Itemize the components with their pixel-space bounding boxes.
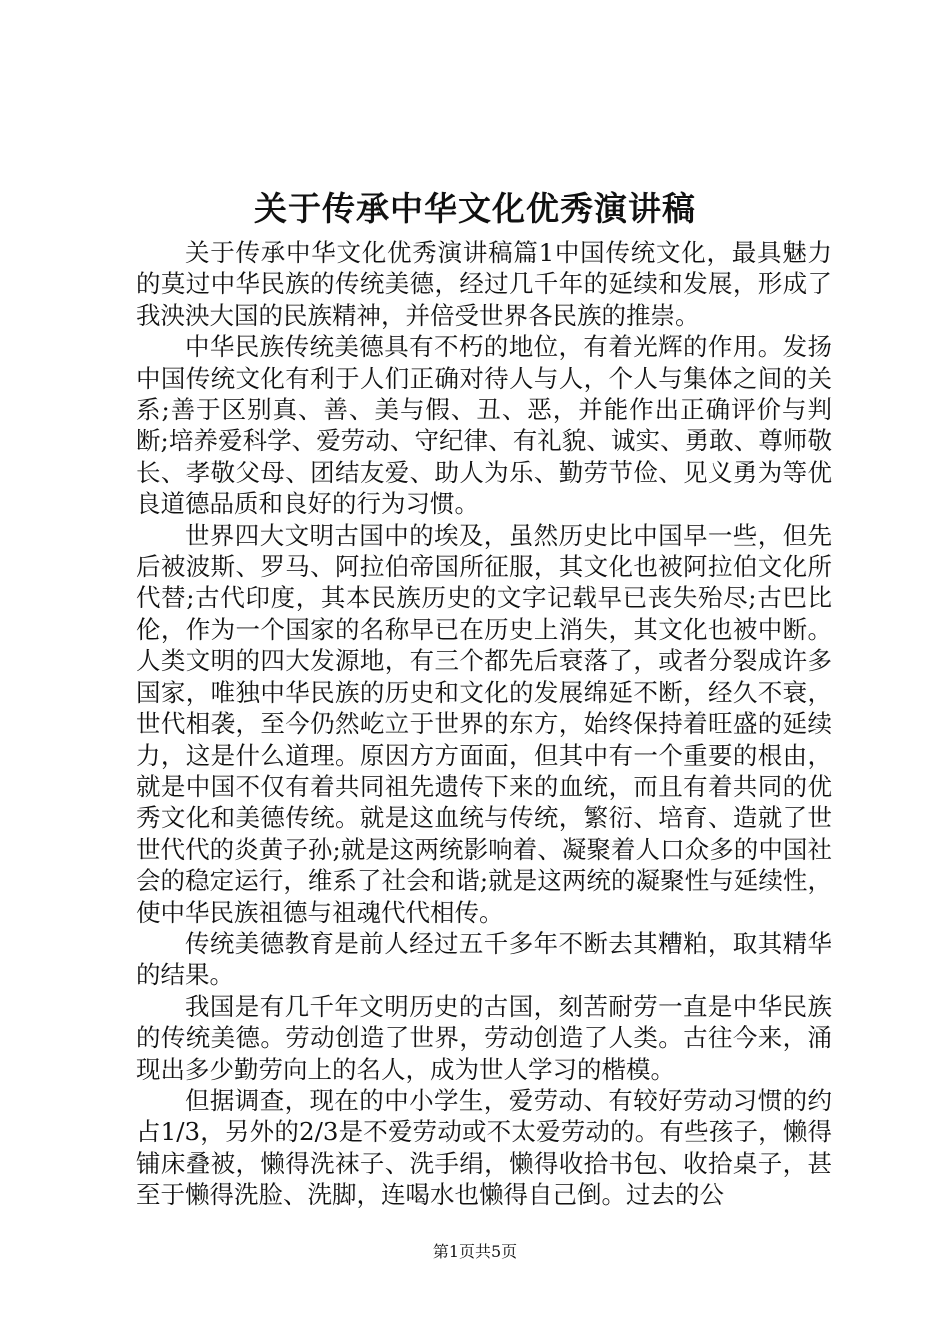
paragraph: 世界四大文明古国中的埃及，虽然历史比中国早一些，但先后被波斯、罗马、阿拉伯帝国所征服，其文化也被阿拉伯文化所代替;古代印度，其本民族历史的文字记载早已丧失殆尽;古巴比伦，作为一个国家的名称早已在历史上消失，其文化也被中断。人类文明的四大发源地，有三个都先后衰落了，或者分裂成许多国家，唯独中华民族的历史和文化的发展绵延不断，经久不衰，世代相袭，至今仍然屹立于世界的东方，始终保持着旺盛的延续力，这是什么道理。原因方方面面，但其中有一个重要的根由，就是中国不仅有着共同祖先遗传下来的血统，而且有着共同的优秀文化和美德传统。就是这血统与传统，繁衍、培育、造就了世世代代的炎黄子孙;就是这两统影响着、凝聚着人口众多的中国社会的稳定运行，维系了社会和谐;就是这两统的凝聚性与延续性，使中华民族祖德与祖魂代代相传。 [136,520,832,927]
document-body [136,237,832,1211]
paragraph: 关于传承中华文化优秀演讲稿篇1中国传统文化，最具魅力的莫过中华民族的传统美德，经过几千年的延续和发展，形成了我泱泱大国的民族精神，并倍受世界各民族的推崇。 [136,238,832,330]
paragraph: 传统美德教育是前人经过五千多年不断去其糟粕，取其精华的结果。 [136,928,832,990]
page-footer [0,1241,950,1263]
page-total: 共5页 [475,1242,518,1261]
paragraph: 但据调查，现在的中小学生，爱劳动、有较好劳动习惯的约占1/3，另外的2/3是不爱劳动或不太爱劳动的。有些孩子，懒得铺床叠被，懒得洗袜子、洗手绢，懒得收拾书包、收拾桌子，甚至于懒得洗脸、洗脚，连喝水也懒得自己倒。过去的公 [136,1085,832,1210]
document-title: 关于传承中华文化优秀演讲稿 [254,189,696,228]
paragraph: 我国是有几千年文明历史的古国，刻苦耐劳一直是中华民族的传统美德。劳动创造了世界，劳动创造了人类。古往今来，涌现出多少勤劳向上的名人，成为世人学习的楷模。 [136,991,832,1084]
page-number: 第1页 [432,1242,475,1261]
paragraph: 中华民族传统美德具有不朽的地位，有着光辉的作用。发扬中国传统文化有利于人们正确对待人与人，个人与集体之间的关系;善于区别真、善、美与假、丑、恶，并能作出正确评价与判断;培养爱科学、爱劳动、守纪律、有礼貌、诚实、勇敢、尊师敬长、孝敬父母、团结友爱、助人为乐、勤劳节俭、见义勇为等优良道德品质和良好的行为习惯。 [136,332,832,519]
